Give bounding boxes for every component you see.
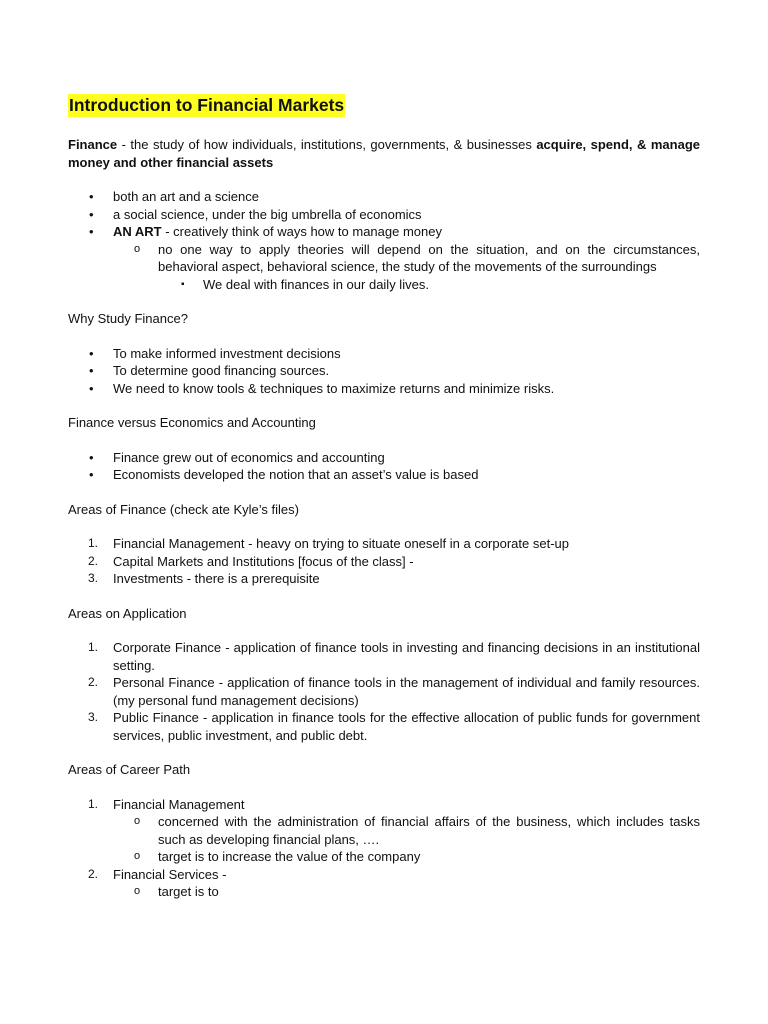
section-heading-versus: Finance versus Economics and Accounting: [68, 415, 316, 430]
section-heading-why: Why Study Finance?: [68, 311, 188, 326]
career-list: [68, 796, 700, 901]
list-item: 1. Financial Management - heavy on trying to situate oneself in a corporate set-up: [88, 536, 569, 551]
list-item: • Economists developed the notion that an asset’s value is based: [68, 466, 700, 484]
list-item: 1. Corporate Finance - application of finance tools in investing and financing decisions in an institutional setting.: [88, 640, 700, 673]
page-title: Introduction to Financial Markets: [69, 95, 345, 115]
list-item: 1. Financial Management o concerned with the administration of financial affairs of the business, which includes tasks such as developing financial plans, …. o target is to increase the value of the company: [68, 796, 700, 866]
fs-sublist: [113, 883, 700, 901]
fm-sublist: [113, 813, 700, 866]
list-item: o target is to increase the value of the company: [113, 848, 700, 866]
definition-term: Finance: [68, 137, 118, 152]
finance-definition: [68, 136, 700, 171]
list-item: 3. Public Finance - application in finance tools for the effective allocation of public funds for government services, public investment, and public debt.: [88, 710, 700, 743]
finance-bullets: [68, 188, 700, 293]
list-item: 2. Financial Services - o target is to: [68, 866, 700, 901]
list-item: 3. Investments - there is a prerequisite: [88, 571, 320, 586]
list-item: • Finance grew out of economics and accounting: [68, 449, 700, 467]
application-list: [68, 639, 700, 744]
list-item: ▪ We deal with finances in our daily lives.: [158, 276, 700, 294]
section-heading-application: Areas on Application: [68, 605, 187, 621]
list-item: • both an art and a science: [68, 188, 700, 206]
list-item: o target is to: [113, 883, 700, 901]
art-sublist: [113, 241, 700, 294]
section-heading-career: Areas of Career Path: [68, 762, 191, 777]
list-item: 2. Capital Markets and Institutions [focus of the class] -: [88, 553, 414, 569]
list-item: • To make informed investment decisions: [68, 345, 700, 363]
section-heading-areas: Areas of Finance (check ate Kyle’s files): [68, 501, 299, 517]
definition-text: - the study of how individuals, institutions, governments, & businesses: [117, 137, 537, 152]
areas-list: [68, 535, 700, 588]
document-body: [68, 94, 700, 901]
versus-bullets: [68, 449, 700, 484]
list-item: • AN ART - creatively think of ways how to manage money o no one way to apply theories will depend on the situation, and on the circumstances, behavioral aspect, behavioral science, the study of the movements of the surroundings ▪ We deal with finances in our daily lives.: [68, 223, 700, 293]
list-item: o concerned with the administration of financial affairs of the business, which includes tasks such as developing financial plans, ….: [113, 813, 700, 848]
why-bullets: [68, 345, 700, 398]
list-item: • a social science, under the big umbrella of economics: [68, 206, 700, 224]
list-item: o no one way to apply theories will depend on the situation, and on the circumstances, behavioral aspect, behavioral science, the study of the movements of the surroundings ▪ We deal with finances in our daily lives.: [113, 241, 700, 294]
list-item: 2. Personal Finance - application of finance tools in the management of individual and family resources. (my personal fund management decisions): [88, 675, 700, 708]
list-item: • We need to know tools & techniques to maximize returns and minimize risks.: [68, 380, 700, 398]
art-subsublist: [158, 276, 700, 294]
list-item: • To determine good financing sources.: [68, 362, 700, 380]
definition-bold-tail: acquire, spend, & manage money and other financial assets: [68, 137, 700, 170]
